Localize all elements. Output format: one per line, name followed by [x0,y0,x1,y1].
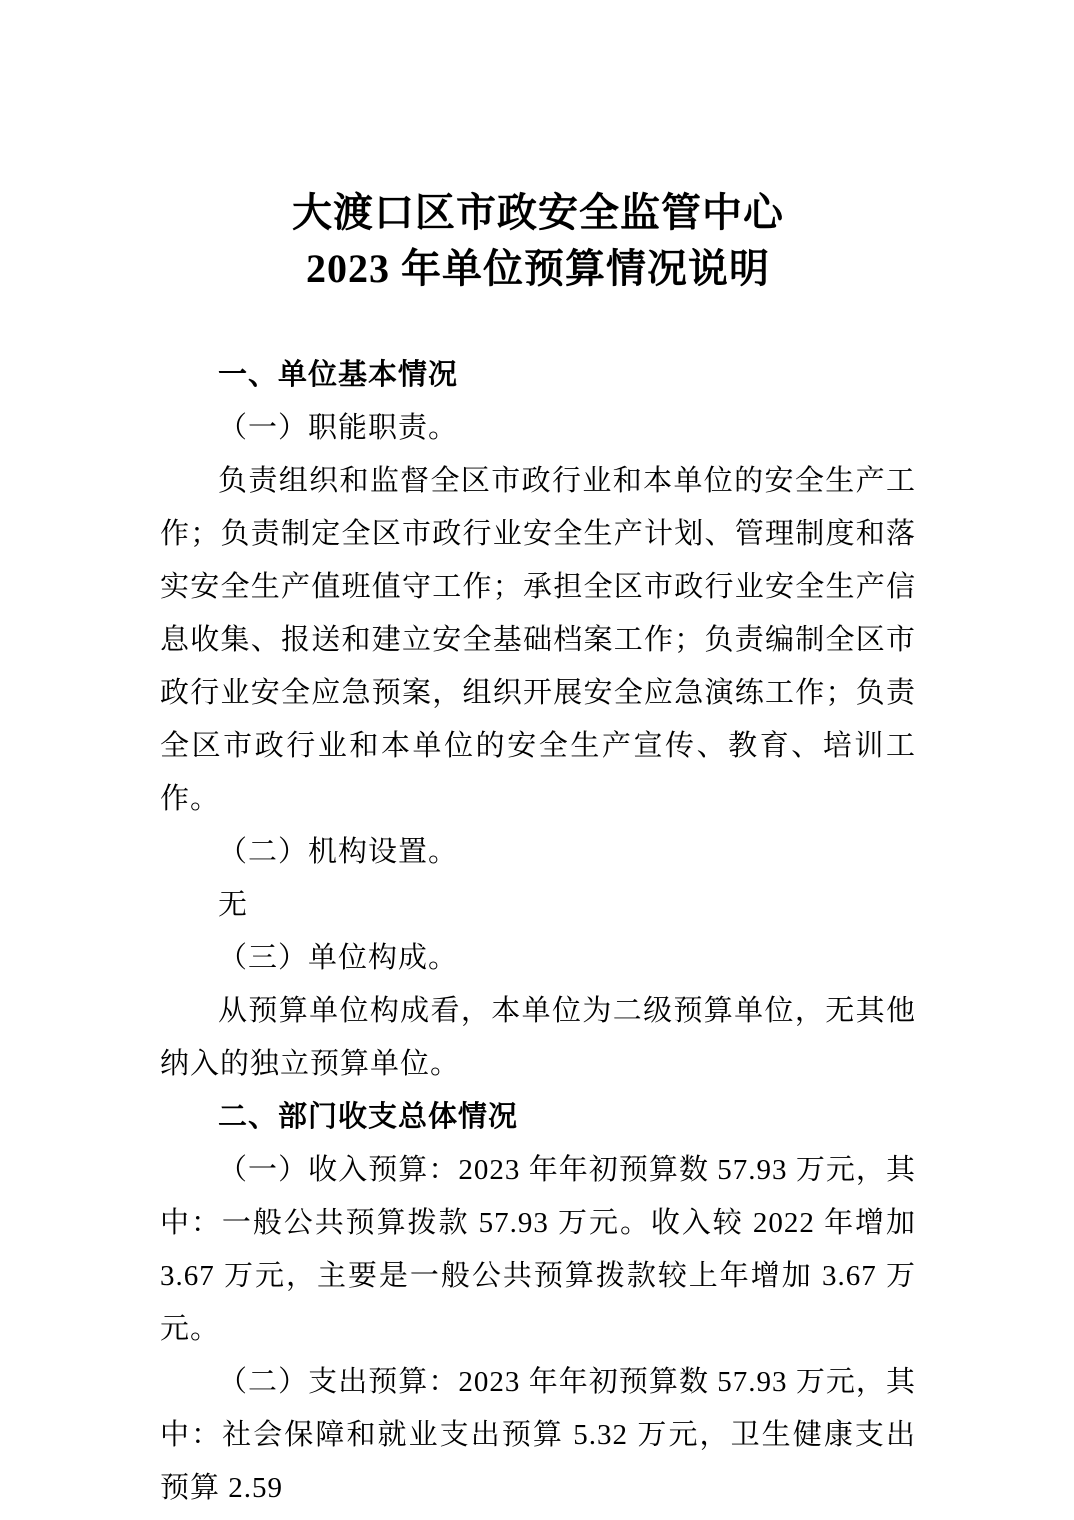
section-heading-basic-info: 一、单位基本情况 [218,359,459,391]
paragraph-unit-composition-body: 从预算单位构成看，本单位为二级预算单位，无其他纳入的独立预算单位。 [160,995,916,1080]
section-heading-revenue-expenditure: 二、部门收支总体情况 [218,1101,519,1133]
paragraph-revenue-budget: （一）收入预算：2023 年年初预算数 57.93 万元，其中：一般公共预算拨款 57.93 万元。收入较 2022 年增加 3.67 万元，主要是一般公共预算拨款较上年增加 3.67 万元。 [160,1154,916,1345]
paragraph-expenditure-budget: （二）支出预算：2023 年年初预算数 57.93 万元，其中：社会保障和就业支出预算 5.32 万元，卫生健康支出预算 2.59 [160,1366,916,1504]
paragraph-org-setup-none: 无 [218,889,249,921]
paragraph-subheading-unit-composition: （三）单位构成。 [218,942,459,974]
paragraph-subheading-duties: （一）职能职责。 [218,412,459,444]
paragraph-duties-body: 负责组织和监督全区市政行业和本单位的安全生产工作；负责制定全区市政行业安全生产计划、管理制度和落实安全生产值班值守工作；承担全区市政行业安全生产信息收集、报送和建立安全基础档案工作；负责编制全区市政行业安全应急预案，组织开展安全应急演练工作；负责全区市政行业和本单位的安全生产宣传、教育、培训工作。 [160,465,916,815]
document-title-line2: 2023 年单位预算情况说明 [306,246,770,291]
paragraph-subheading-org-setup: （二）机构设置。 [218,836,459,868]
document-title-line1: 大渡口区市政安全监管中心 [292,190,784,235]
document-body [160,349,916,1515]
document-title [160,185,916,297]
